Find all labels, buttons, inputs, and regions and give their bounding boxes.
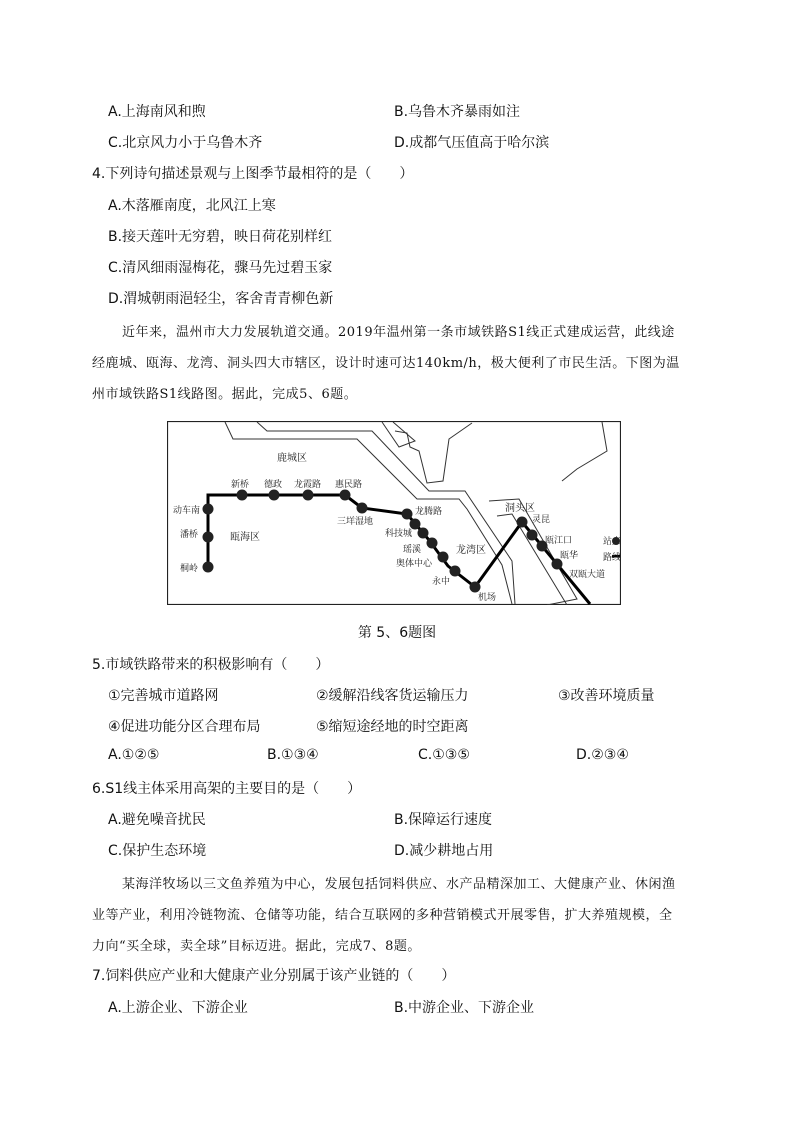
- q6-option-d: D.减少耕地占用: [394, 843, 494, 859]
- q5-stem: 5.市域铁路带来的积极影响有（ ）: [92, 657, 330, 673]
- q4-option-d: D.渭城朝雨浥轻尘，客舍青青柳色新: [108, 291, 334, 307]
- station-aotizhongxin: 奥体中心: [396, 559, 433, 569]
- station-jichang: 机场: [478, 593, 497, 603]
- q4-stem: 4.下列诗句描述景观与上图季节最相符的是（ ）: [92, 166, 414, 182]
- q6-option-c: C.保护生态环境: [108, 843, 207, 859]
- q7-stem: 7.饲料供应产业和大健康产业分别属于该产业链的（ ）: [92, 968, 456, 984]
- station-shuangoudadao: 双瓯大道: [569, 570, 606, 580]
- district-ouhai: 瓯海区: [230, 532, 260, 543]
- q5-item-1: ①完善城市道路网: [108, 688, 219, 704]
- station-dezheng: 德政: [264, 480, 283, 490]
- q5-item-5: ⑤缩短途经地的时空距离: [316, 719, 469, 735]
- district-dongtou: 洞头区: [505, 503, 535, 514]
- station-kejicheng: 科技城: [385, 529, 413, 539]
- q4-option-c: C.清风细雨湿梅花，骤马先过碧玉家: [108, 260, 333, 276]
- station-longtenglu: 龙腾路: [415, 507, 443, 517]
- station-sanyangshidi: 三垟湿地: [337, 517, 374, 527]
- station-yaoxi: 瑶溪: [403, 545, 422, 555]
- passage2-line-1: 某海洋牧场以三文鱼养殖为中心，发展包括饲料供应、水产品精深加工、大健康产业、休闲渔: [122, 877, 676, 892]
- station-tongling: 桐岭: [180, 564, 199, 574]
- q3-option-d: D.成都气压值高于哈尔滨: [394, 135, 550, 151]
- q7-option-a: A.上游企业、下游企业: [108, 1000, 248, 1016]
- q5-item-4: ④促进功能分区合理布局: [108, 719, 261, 735]
- station-ouhua: 瓯华: [560, 551, 579, 561]
- legend-route: 路线: [602, 553, 621, 563]
- station-longxialu: 龙霞路: [294, 480, 322, 490]
- passage2-line-3: 力向“买全球，卖全球”目标迈进。据此，完成7、8题。: [92, 939, 421, 954]
- passage1-line-2: 经鹿城、瓯海、龙湾、洞头四大市辖区，设计时速可达140km/h，极大便利了市民生活。下图为温: [92, 356, 680, 371]
- q5-option-c: C.①③⑤: [418, 747, 470, 763]
- station-dongchenan: 动车南: [173, 506, 201, 516]
- q5-option-d: D.②③④: [576, 747, 629, 763]
- q6-option-b: B.保障运行速度: [394, 812, 493, 828]
- q4-option-a: A.木落雁南度，北风江上寒: [108, 198, 276, 214]
- district-lucheng: 鹿城区: [277, 453, 307, 464]
- map-caption: 第 5、6题图: [357, 625, 437, 641]
- q7-option-b: B.中游企业、下游企业: [394, 1000, 535, 1016]
- q5-item-3: ③改善环境质量: [558, 688, 655, 704]
- station-oujiangkou: 瓯江口: [545, 536, 573, 546]
- q6-option-a: A.避免噪音扰民: [108, 812, 206, 828]
- q3-option-a: A.上海南风和煦: [108, 104, 206, 120]
- passage1-line-3: 州市域铁路S1线路图。据此，完成5、6题。: [92, 387, 358, 402]
- legend-station: 站点: [602, 537, 621, 547]
- station-lingkun: 灵昆: [532, 515, 551, 525]
- q5-option-a: A.①②⑤: [108, 747, 160, 763]
- q5-option-b: B.①③④: [267, 747, 319, 763]
- q3-option-c: C.北京风力小于乌鲁木齐: [108, 135, 263, 151]
- q4-option-b: B.接天莲叶无穷碧，映日荷花别样红: [108, 229, 333, 245]
- q5-item-2: ②缓解沿线客货运输压力: [316, 688, 469, 704]
- station-yongzhong: 永中: [432, 577, 451, 587]
- s1-route-map: [167, 421, 621, 605]
- passage2-line-2: 业等产业，利用冷链物流、仓储等功能，结合互联网的多种营销模式开展零售，扩大养殖规模，全: [92, 908, 673, 923]
- station-panqiao: 潘桥: [180, 530, 199, 540]
- passage1-line-1: 近年来，温州市大力发展轨道交通。2019年温州第一条市域铁路S1线正式建成运营，此线途: [122, 325, 675, 340]
- q6-stem: 6.S1线主体采用高架的主要目的是（ ）: [92, 781, 362, 797]
- district-longwan: 龙湾区: [456, 545, 486, 556]
- station-xinqiao: 新桥: [231, 480, 250, 490]
- q3-option-b: B.乌鲁木齐暴雨如注: [394, 104, 521, 120]
- station-huiminlu: 惠民路: [335, 480, 363, 490]
